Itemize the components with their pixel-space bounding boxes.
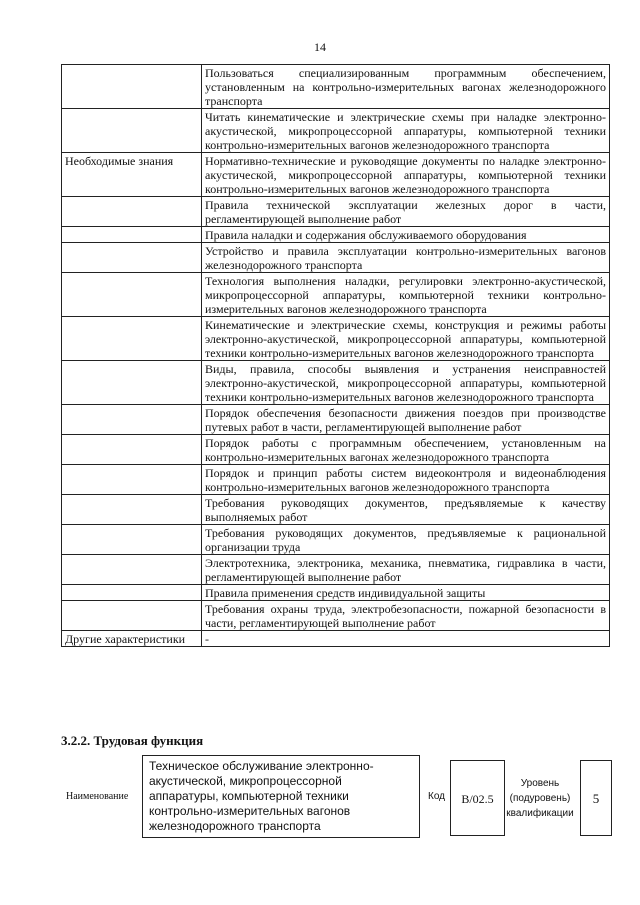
competency-table [61,64,610,647]
row-text: Правила наладки и содержания обслуживаемого оборудования [202,227,610,243]
level-box: 5 [580,760,612,836]
table-row [62,631,610,647]
section-title: 3.2.2. Трудовая функция [61,733,204,748]
table-row [62,435,610,465]
table-row [62,601,610,631]
code-label: Код [428,791,446,802]
table-row [62,197,610,227]
row-text: Требования руководящих документов, предъявляемые к рациональной организации труда [202,525,610,555]
row-label [62,601,202,631]
function-name-box: Техническое обслуживание электронно-акустической, микропроцессорной аппаратуры, компьютерной техники контрольно-измерительных вагонов железнодорожного транспорта [142,755,420,838]
row-text: Требования руководящих документов, предъявляемые к качеству выполняемых работ [202,495,610,525]
row-label [62,405,202,435]
row-label [62,525,202,555]
row-label [62,273,202,317]
table-row [62,585,610,601]
row-text: Правила применения средств индивидуальной защиты [202,585,610,601]
table-row [62,405,610,435]
row-text: Пользоваться специализированным программным обеспечением, установленным на контрольно-измерительных вагонах железнодорожного транспорта [202,65,610,109]
table-row [62,109,610,153]
level-label: Уровень (подуровень) квалификации [506,778,574,819]
table-row [62,555,610,585]
row-text: Правила технической эксплуатации железных дорог в части, регламентирующей выполнение работ [202,197,610,227]
row-label [62,465,202,495]
table-row [62,273,610,317]
code-box: B/02.5 [450,760,505,836]
page-number: 14 [314,40,326,54]
row-text: Порядок работы с программным обеспечением, установленным на контрольно-измерительных вагонах железнодорожного транспорта [202,435,610,465]
row-label [62,361,202,405]
row-text: Виды, правила, способы выявления и устранения неисправностей электронно-акустической, микропроцессорной аппаратуры, компьютерной техники контрольно-измерительных вагонов железнодорожного транспорта [202,361,610,405]
table-row [62,317,610,361]
row-label [62,109,202,153]
row-label [62,197,202,227]
row-label [62,555,202,585]
table-row [62,65,610,109]
row-label: Необходимые знания [62,153,202,197]
table-row [62,495,610,525]
row-label [62,435,202,465]
row-label [62,243,202,273]
table-row [62,525,610,555]
table-row [62,227,610,243]
row-label [62,227,202,243]
row-text: - [202,631,610,647]
row-label: Другие характеристики [62,631,202,647]
row-text: Порядок и принцип работы систем видеоконтроля и видеонаблюдения контрольно-измерительных вагонов железнодорожного транспорта [202,465,610,495]
row-label [62,495,202,525]
row-label [62,317,202,361]
row-text: Нормативно-технические и руководящие документы по наладке электронно-акустической, микропроцессорной аппаратуры, компьютерной техники контрольно-измерительных вагонов железнодорожного транспорта [202,153,610,197]
row-text: Технология выполнения наладки, регулировки электронно-акустической, микропроцессорной аппаратуры, компьютерной техники контрольно-измерительных вагонов железнодорожного транспорта [202,273,610,317]
row-text: Устройство и правила эксплуатации контрольно-измерительных вагонов железнодорожного транспорта [202,243,610,273]
row-text: Читать кинематические и электрические схемы при наладке электронно-акустической, микропроцессорной аппаратуры, компьютерной техники контрольно-измерительных вагонов железнодорожного транспорта [202,109,610,153]
row-text: Требования охраны труда, электробезопасности, пожарной безопасности в части, регламентирующей выполнение работ [202,601,610,631]
row-label [62,585,202,601]
row-text: Порядок обеспечения безопасности движения поездов при производстве путевых работ в части, регламентирующей выполнение работ [202,405,610,435]
name-label: Наименование [66,791,129,802]
table-row [62,361,610,405]
table-row [62,465,610,495]
row-text: Электротехника, электроника, механика, пневматика, гидравлика в части, регламентирующей выполнение работ [202,555,610,585]
row-label [62,65,202,109]
table-row [62,153,610,197]
table-row [62,243,610,273]
row-text: Кинематические и электрические схемы, конструкция и режимы работы электронно-акустической, микропроцессорной аппаратуры, компьютерной техники контрольно-измерительных вагонов железнодорожного транспорта [202,317,610,361]
